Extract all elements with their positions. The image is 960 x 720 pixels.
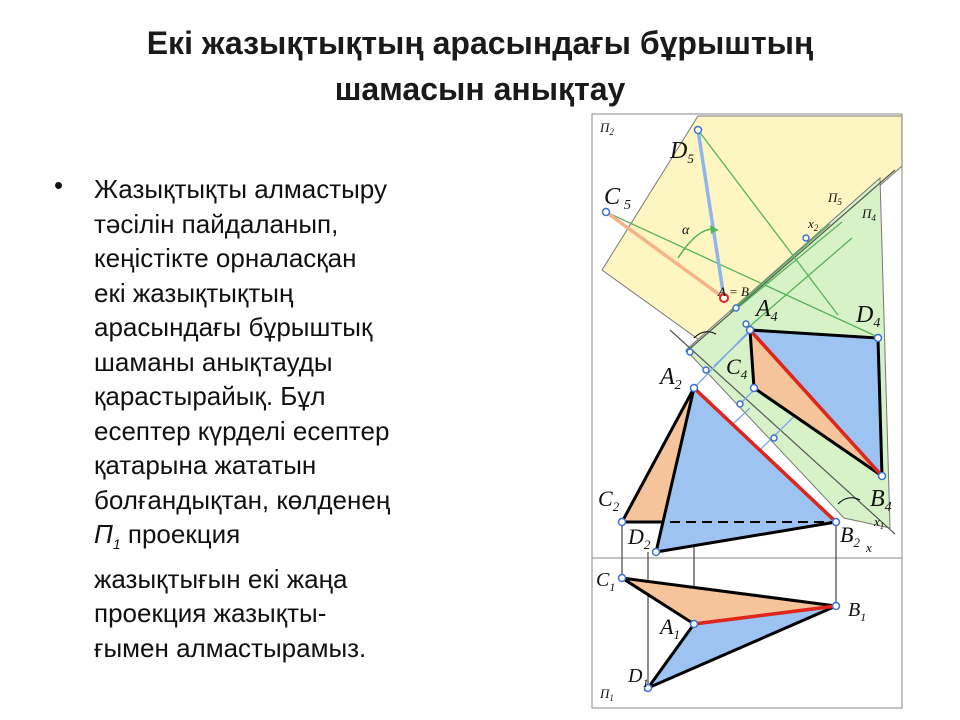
text-line: проекция жазықты- <box>94 598 327 629</box>
plane-projection-diagram <box>590 112 910 712</box>
label-C2: $C_2$ <box>598 486 620 514</box>
text-line: болғандықтан, көлденең <box>94 484 391 515</box>
label-D4: $D_4$ <box>856 302 881 331</box>
label-B1: $B_1$ <box>848 599 867 624</box>
bullet-marker: • <box>54 170 64 200</box>
label-A2: $A_2$ <box>660 364 682 393</box>
label-P5: $П_5$ <box>828 190 842 207</box>
body-text <box>94 172 474 665</box>
label-alpha: α <box>682 223 690 238</box>
label-B4: $B_4$ <box>870 486 892 515</box>
label-D1: $D_1$ <box>628 665 649 690</box>
title-line-2: шамасын анықтау <box>334 71 626 107</box>
label-D2: $D_2$ <box>628 524 651 552</box>
label-B2: $B_2$ <box>840 522 860 550</box>
label-D5: $D_5$ <box>670 138 694 166</box>
text-line: есептер күрделі есептер <box>94 415 390 446</box>
label-P2: $П_2$ <box>600 120 614 137</box>
text-line: кеңістікте орналасқан <box>94 243 357 273</box>
page-title <box>40 20 920 112</box>
text-line: арасындағы бұрыштық <box>94 312 373 342</box>
pi-symbol: $П_1$ <box>94 519 121 553</box>
text-line: екі жазықтықтың <box>94 277 294 308</box>
text-line: қарастырайық. Бұл <box>94 381 326 411</box>
label-P1: $П_1$ <box>600 686 614 703</box>
label-x2: $x_2$ <box>808 216 819 233</box>
text-line: Жазықтықты алмастыру <box>94 174 387 204</box>
label-C4: $C_4$ <box>726 354 748 382</box>
label-A1: $A_1$ <box>660 614 680 642</box>
label-A4: $A_4$ <box>756 296 778 325</box>
label-x1: $x_1$ <box>874 514 885 531</box>
label-x: x <box>866 540 872 555</box>
text-line: шаманы анықтауды <box>94 346 333 377</box>
text-line-pi: $П_1$ проекция <box>94 519 241 553</box>
label-A5B5: A = B <box>718 284 749 299</box>
text-line: жазықтығын екі жаңа <box>94 563 348 594</box>
text-line: тәсілін пайдаланып, <box>94 208 339 239</box>
label-P4: $П_4$ <box>862 206 876 223</box>
text-line: қатарына жататын <box>94 450 317 480</box>
label-C5: C $_5$ <box>604 184 632 213</box>
title-line-1: Екі жазықтықтың арасындағы бұрыштың <box>146 25 814 61</box>
label-C1: $C_1$ <box>596 569 616 594</box>
text-line: ғымен алмастырамыз. <box>94 632 367 663</box>
